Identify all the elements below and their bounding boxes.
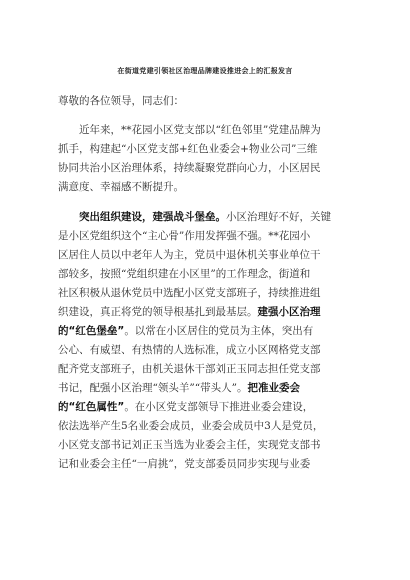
paragraph-line bbox=[79, 211, 331, 223]
section-heading: 突出组织建设，建强战斗堡垒。 bbox=[79, 211, 226, 223]
paragraph-line: 记和业委会主任“一肩挑”，党支部委员同步实现与业委 bbox=[58, 458, 311, 470]
paragraph-line: 小区党支部书记刘正玉当选为业委会主任，实现党支部书 bbox=[58, 439, 321, 451]
paragraph-line: 社区积极从退休党员中选配小区党支部班子，持续推进组 bbox=[58, 287, 321, 299]
subheading: 的“红色属性” bbox=[58, 401, 125, 413]
paragraph-line: 公心、有威望、有热情的人选标准，成立小区网格党支部 bbox=[58, 344, 321, 356]
paragraph-line bbox=[58, 306, 321, 318]
subheading: 建强小区治理 bbox=[257, 306, 321, 318]
paragraph-line: 抓手，构建起“小区党支部+红色业委会+物业公司”三维 bbox=[58, 143, 318, 155]
paragraph-line: 满意度、幸福感不断提升。 bbox=[58, 181, 184, 193]
paragraph-line: 协同共治小区治理体系，持续凝聚党群向心力，小区居民 bbox=[58, 162, 321, 174]
paragraph-text: 。在小区党支部领导下推进业委会建设， bbox=[124, 401, 314, 413]
paragraph-line: 近年来，**花园小区党支部以“红色邻里”党建品牌为 bbox=[79, 124, 321, 136]
subheading: 把准业委会 bbox=[247, 382, 300, 394]
paragraph-line bbox=[58, 401, 313, 413]
subheading: 的“红色堡垒” bbox=[58, 325, 125, 337]
document-title: 在街道党建引领社区治理品牌建设推进会上的汇报发言 bbox=[117, 67, 293, 75]
paragraph-line: 配齐党支部班子，由机关退休干部刘正玉同志担任党支部 bbox=[58, 363, 321, 375]
paragraph-line: 部较多，按照“党组织建在小区里”的工作理念，街道和 bbox=[58, 268, 311, 280]
paragraph-text: 小区治理好不好，关键 bbox=[226, 211, 331, 223]
paragraph-text: 织建设，真正将党的领导根基扎到最基层。 bbox=[58, 306, 258, 318]
paragraph-line bbox=[58, 325, 313, 337]
paragraph-text: 书记，配强小区治理“领头羊”“带头人”。 bbox=[58, 382, 248, 394]
paragraph-line: 区居住人员以中老年人为主，党员中退休机关事业单位干 bbox=[58, 249, 321, 261]
paragraph-line: 是小区党组织这个“主心骨”作用发挥强不强。**花园小 bbox=[58, 230, 311, 242]
paragraph-text: 。以常在小区居住的党员为主体，突出有 bbox=[124, 325, 314, 337]
paragraph-line bbox=[58, 382, 300, 394]
salutation: 尊敬的各位领导，同志们： bbox=[58, 95, 184, 107]
paragraph-line: 依法选举产生5名业委会成员，业委会成员中3人是党员， bbox=[58, 420, 324, 432]
